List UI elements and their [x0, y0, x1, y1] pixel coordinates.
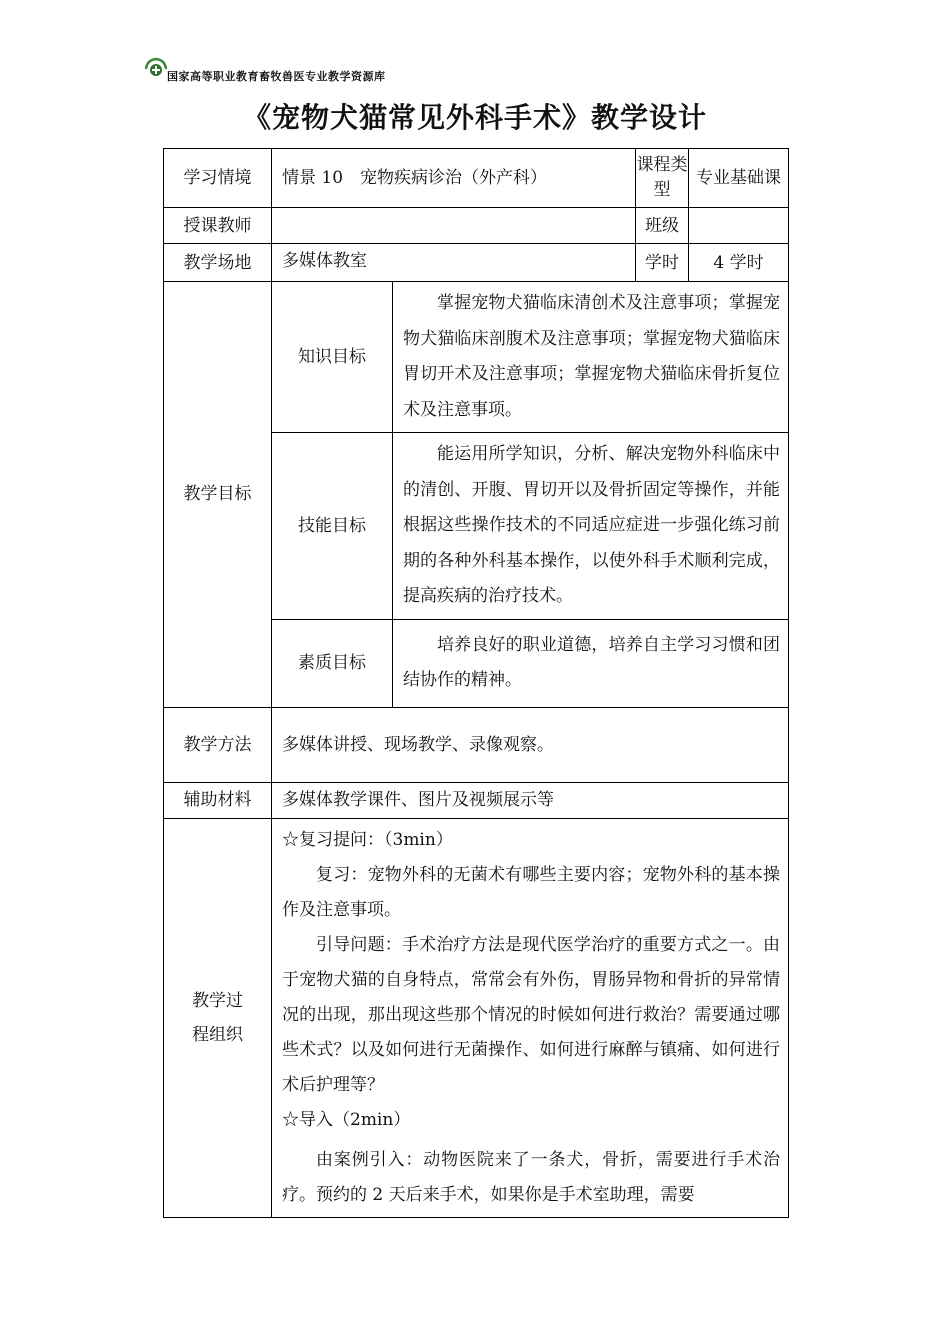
knowledge-goal-label: 知识目标: [272, 282, 393, 433]
class-label: 班级: [636, 208, 689, 244]
materials-value: 多媒体教学课件、图片及视频展示等: [272, 782, 789, 818]
skill-goal-cell: [393, 433, 789, 620]
quality-goal-text: 培养良好的职业道德，培养自主学习习惯和团结协作的精神。: [403, 634, 781, 690]
review-text: 复习：宠物外科的无菌术有哪些主要内容；宠物外科的基本操作及注意事项。: [282, 864, 781, 920]
guide-question-text: 引导问题：手术治疗方法是现代医学治疗的重要方式之一。由于宠物犬猫的自身特点，常常会有外伤，胃肠异物和骨折的异常情况的出现，那出现这些那个情况的时候如何进行救治？需要通过哪些术式？以及如何进行无菌操作、如何进行麻醉与镇痛、如何进行术后护理等？: [282, 934, 781, 1095]
teacher-label: 授课教师: [164, 208, 272, 244]
method-label: 教学方法: [164, 707, 272, 782]
hours-label: 学时: [636, 244, 689, 282]
header-org-name: 国家高等职业教育畜牧兽医专业教学资源库: [167, 70, 386, 83]
hours-value: 4 学时: [689, 244, 789, 282]
quality-goal-cell: [393, 619, 789, 707]
class-value: [689, 208, 789, 244]
knowledge-goal-text: 掌握宠物犬猫临床清创术及注意事项；掌握宠物犬猫临床剖腹术及注意事项；掌握宠物犬猫临床胃切开术及注意事项；掌握宠物犬猫临床骨折复位术及注意事项。: [403, 293, 781, 420]
goals-label: 教学目标: [164, 282, 272, 708]
review-heading: ☆复习提问：（3min）: [282, 829, 453, 850]
intro-text: 由案例引入：动物医院来了一条犬，骨折，需要进行手术治疗。预约的 2 天后来手术，如果你是手术室助理，需要: [282, 1149, 781, 1205]
venue-label: 教学场地: [164, 244, 272, 282]
intro-heading: ☆导入（2min）: [282, 1109, 411, 1130]
skill-goal-text: 能运用所学知识，分析、解决宠物外科临床中的清创、开腹、胃切开以及骨折固定等操作，并能根据这些操作技术的不同适应症进一步强化练习前期的各种外科基本操作，以使外科手术顺利完成，提高疾病的治疗技术。: [403, 444, 781, 606]
skill-goal-label: 技能目标: [272, 433, 393, 620]
quality-goal-label: 素质目标: [272, 619, 393, 707]
situation-value: 情景 10 宠物疾病诊治（外产科）: [272, 149, 636, 208]
resource-library-logo: [143, 55, 169, 81]
teacher-value: [272, 208, 636, 244]
materials-label: 辅助材料: [164, 782, 272, 818]
course-type-label: 课程类型: [636, 149, 689, 208]
process-label: 教学过程组织: [164, 818, 272, 1217]
course-type-value: 专业基础课: [689, 149, 789, 208]
document-title: 《宠物犬猫常见外科手术》教学设计: [242, 101, 707, 134]
method-value: 多媒体讲授、现场教学、录像观察。: [272, 707, 789, 782]
process-content: [272, 818, 789, 1217]
teaching-design-table: [163, 148, 789, 1218]
situation-label: 学习情境: [164, 149, 272, 208]
venue-value: 多媒体教室: [272, 244, 636, 282]
knowledge-goal-cell: [393, 282, 789, 433]
